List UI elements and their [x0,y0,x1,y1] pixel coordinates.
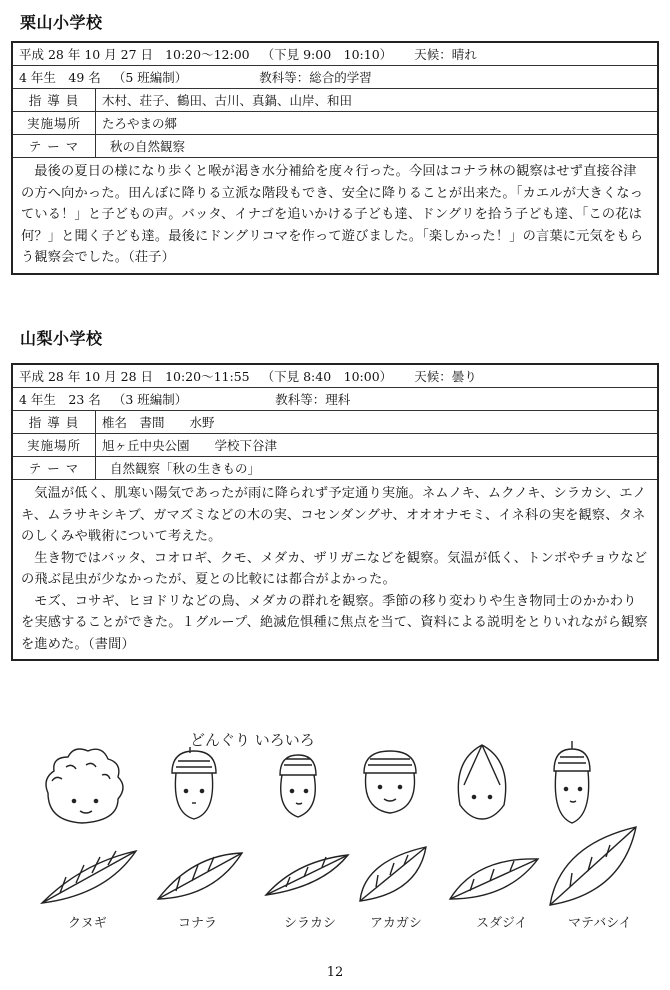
acorn-matebashii-icon [554,741,590,823]
leaf-matebashii-icon [550,827,636,905]
paragraph: モズ、コサギ、ヒヨドリなどの鳥、メダカの群れを観察。季節の移り変わりや生き物同士のかかわりを実感することができた。１グループ、絶滅危惧種に焦点を当て、資料による説明をとりいれながら観察を進めた。（書間） [21,593,648,652]
leaf-kunugi-icon [42,851,136,903]
leaf-konara-icon [158,853,242,899]
time: 10:20～11:55 [165,369,250,384]
date-row [13,365,657,388]
acorn-akagashi-icon [364,751,416,813]
date-row [13,43,657,66]
label-konara: コナラ [178,916,218,931]
leaf-sudajii-icon [450,859,538,899]
date: 平成 28 年 10 月 27 日 [19,47,154,62]
leaders-value: 椎名 書間 水野 [102,415,215,430]
grade: 4 年生 49 名 [19,70,101,85]
place-value: 旭ヶ丘中央公園 学校下谷津 [102,438,278,453]
label-sudajii: スダジイ [476,916,528,931]
report-table-1 [11,41,659,275]
subject: 教科等：総合的学習 [259,70,372,85]
acorn-kunugi-icon [46,749,123,823]
leaders-row [13,411,657,434]
theme-value: 秋の自然観察 [110,139,186,154]
grade-row [13,388,657,411]
leaf-shirakashi-icon [266,855,348,895]
acorn-illustration [30,715,650,955]
school-title-1: 栗山小学校 [20,13,103,32]
leaders-label: 指 導 員 [13,411,96,433]
leaf-akagashi-icon [360,847,426,901]
school-title-2: 山梨小学校 [20,329,103,348]
label-kunugi: クヌギ [68,916,107,931]
preview-time: （下見 8:40 10:00） [261,369,393,384]
theme-row [13,135,657,158]
place-label: 実施場所 [13,112,96,134]
date: 平成 28 年 10 月 28 日 [19,369,154,384]
place-value: たろやまの郷 [102,116,178,131]
label-shirakashi: シラカシ [284,916,337,931]
leaders-label: 指 導 員 [13,89,96,111]
report-table-2 [11,363,659,661]
acorn-konara-icon [172,747,216,819]
weather: 天候：曇り [414,369,477,384]
grade-row [13,66,657,89]
grade: 4 年生 23 名 [19,392,101,407]
acorn-shirakashi-icon [280,755,316,817]
illustration-title: どんぐり いろいろ [190,731,315,749]
page-number: 12 [326,965,344,980]
acorn-sudajii-icon [458,745,505,819]
leaders-value: 木村、荘子、鶴田、古川、真鍋、山岸、和田 [102,93,353,108]
paragraph: 気温が低く、肌寒い陽気であったが雨に降られず予定通り実施。ネムノキ、ムクノキ、シラカシ、エノキ、ムラサキシキブ、ガマズミなどの木の実、コセンダングサ、オオオナモミ、イネ科の実を観察、タネのしくみや戦術について考えた。 [21,486,647,544]
weather: 天候：晴れ [414,47,477,62]
time: 10:20～12:00 [165,47,250,62]
place-row [13,112,657,135]
classes: （5 班編制） [112,70,188,85]
place-row [13,434,657,457]
place-label: 実施場所 [13,434,96,456]
paragraph: 生き物ではバッタ、コオロギ、クモ、メダカ、ザリガニなどを観察。気温が低く、トンボやチョウなどの飛ぶ昆虫が少なかったが、夏との比較には都合がよかった。 [21,550,648,587]
theme-row [13,457,657,480]
preview-time: （下見 9:00 10:10） [261,47,393,62]
report-body [13,480,657,659]
leaders-row [13,89,657,112]
paragraph: 最後の夏日の様になり歩くと喉が渇き水分補給を度々行った。今回はコナラ林の観察はせず直接谷津の方へ向かった。田んぼに降りる立派な階段もでき、安全に降りることが出来た。「カエルが大きくなっている！」と子どもの声。バッタ、イナゴを追いかける子ども達、ドングリを拾う子ども達、「この花は何？」と聞く子ども達。最後にドングリコマを作って遊びました。「楽しかった！」の言葉に元気をもらう観察会でした。（荘子） [21,164,644,265]
label-akagashi: アカガシ [370,916,422,931]
subject: 教科等：理科 [275,392,351,407]
label-matebashii: マテバシイ [568,916,632,931]
report-body [13,158,657,273]
classes: （3 班編制） [112,392,188,407]
theme-label: テ ー マ [13,135,96,157]
theme-label: テ ー マ [13,457,96,479]
theme-value: 自然観察「秋の生きもの」 [110,461,261,476]
